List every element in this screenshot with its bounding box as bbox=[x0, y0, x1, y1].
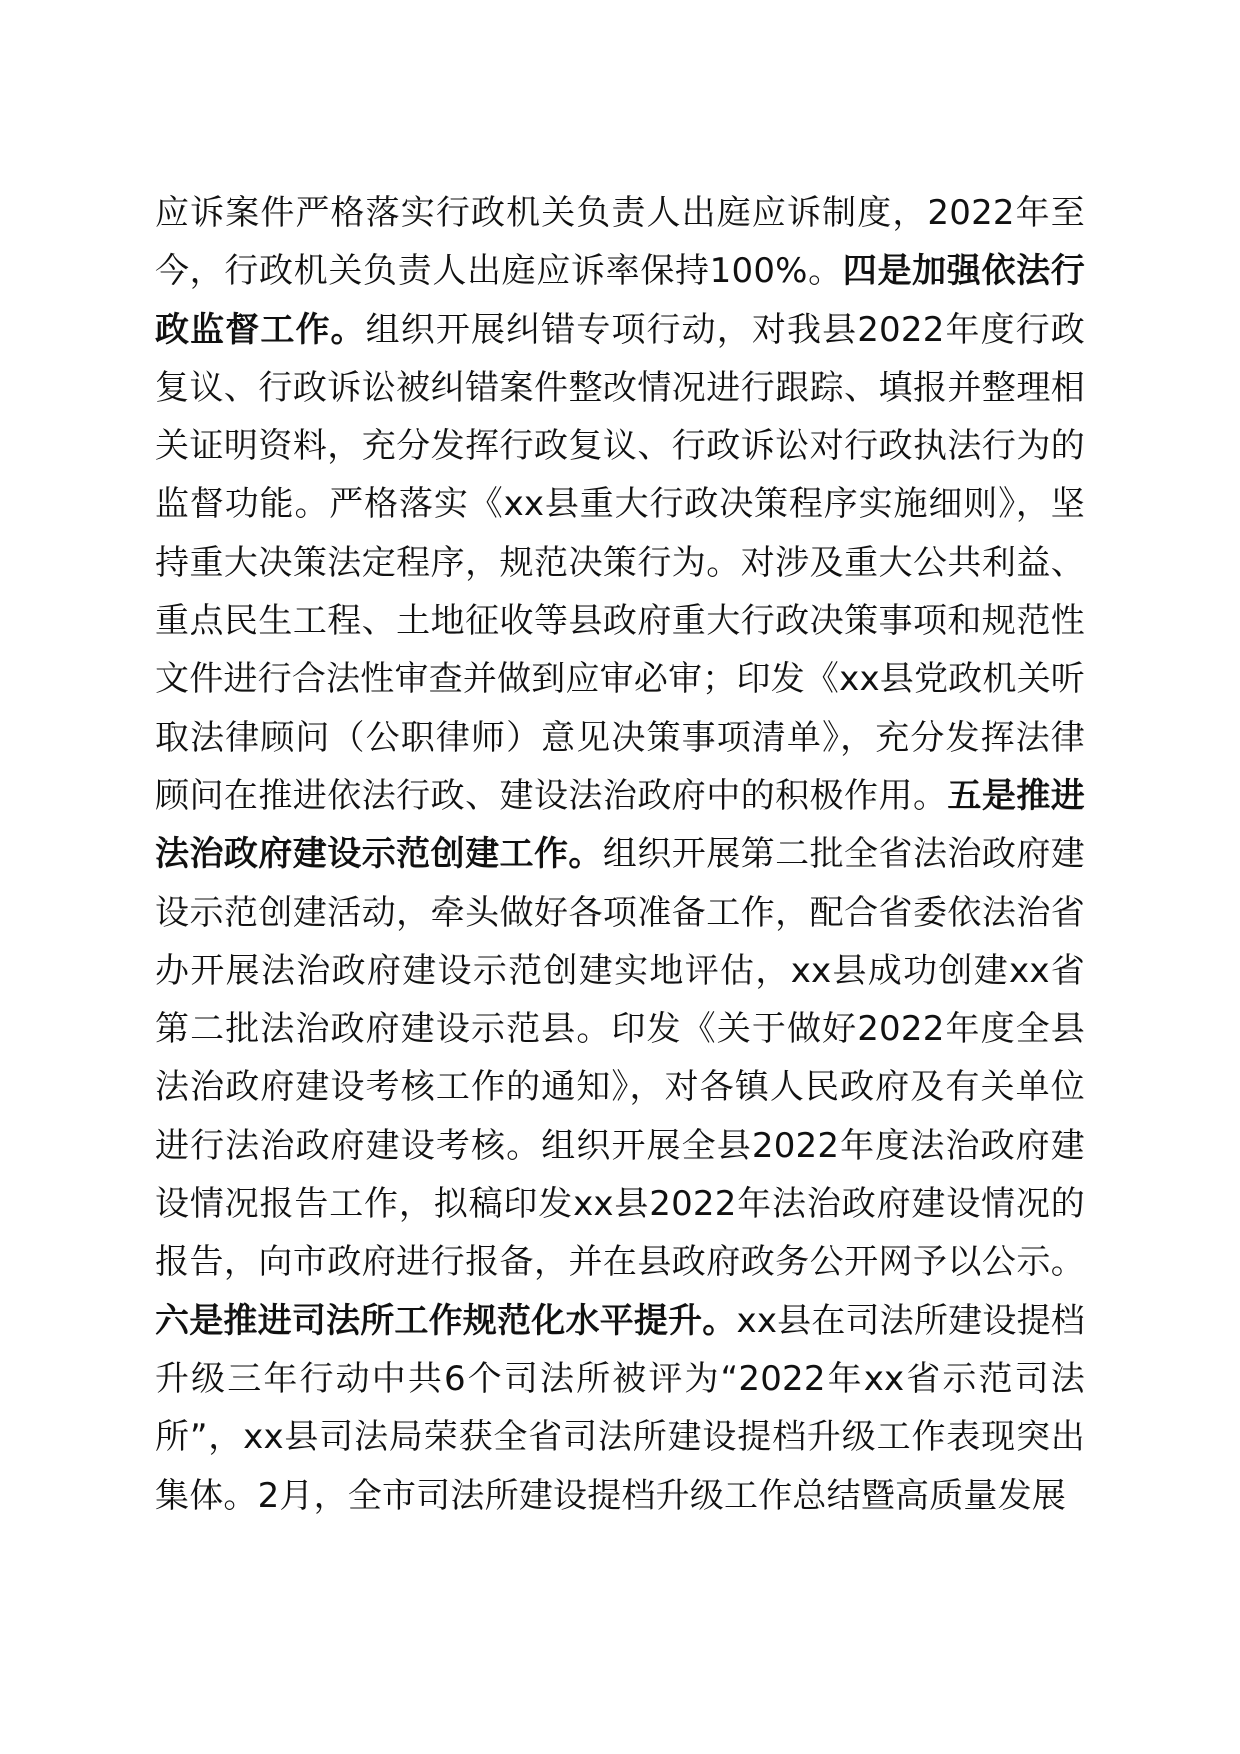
section-heading-five: 五是推进法治政府建设示范创建工作。 bbox=[155, 775, 1085, 875]
section-heading-six: 六是推进司法所工作规范化水平提升。 bbox=[155, 1300, 737, 1341]
text-run: xx县在司法所建设提档升级三年行动中共6个司法所被评为“2022年xx省示范司法所”，xx县司法局荣获全省司法所建设提档升级工作表现突出集体。2月，全市司法所建设提档升级工作总结暨高质量发展 bbox=[155, 1300, 1085, 1516]
section-heading-four: 四是加强依法行政监督工作。 bbox=[155, 251, 1085, 350]
text-run: 组织开展第二批全省法治政府建设示范创建活动，牵头做好各项准备工作，配合省委依法治省办开展法治政府建设示范创建实地评估，xx县成功创建xx省第二批法治政府建设示范县。印发《关于做好2022年度全县法治政府建设考核工作的通知》，对各镇人民政府及有关单位进行法治政府建设考核。组织开展全县2022年度法治政府建设情况报告工作，拟稿印发xx县2022年法治政府建设情况的报告，向市政府进行报备，并在县政府政务公开网予以公示。 bbox=[155, 834, 1085, 1283]
text-run: 组织开展纠错专项行动，对我县2022年度行政复议、行政诉讼被纠错案件整改情况进行跟踪、填报并整理相关证明资料，充分发挥行政复议、行政诉讼对行政执法行为的监督功能。严格落实《xx县重大行政决策程序实施细则》，坚持重大决策法定程序，规范决策行为。对涉及重大公共利益、重点民生工程、土地征收等县政府重大行政决策事项和规范性文件进行合法性审查并做到应审必审；印发《xx县党政机关听取法律顾问（公职律师）意见决策事项清单》，充分发挥法律顾问在推进依法行政、建设法治政府中的积极作用。 bbox=[155, 309, 1085, 816]
body-text bbox=[155, 184, 1085, 1525]
text-run: 应诉案件严格落实行政机关负责人出庭应诉制度，2022年至今，行政机关负责人出庭应诉率保持100%。 bbox=[155, 193, 1085, 292]
